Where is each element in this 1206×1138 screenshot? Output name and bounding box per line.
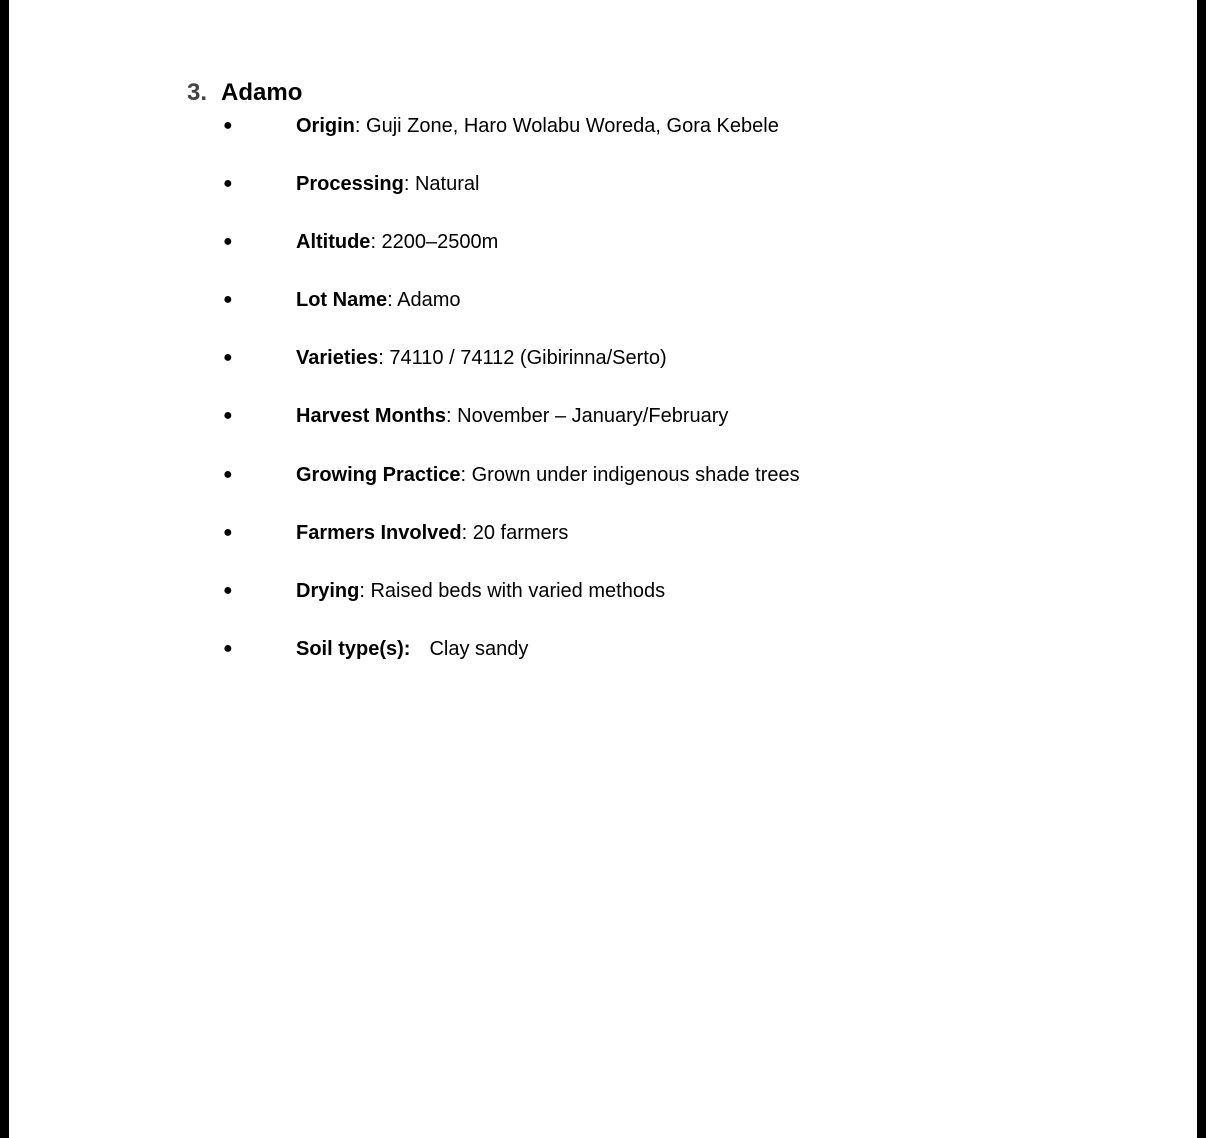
section-title: Adamo (221, 79, 303, 106)
item-label: Farmers Involved (296, 522, 462, 544)
item-label: Growing Practice (296, 464, 461, 486)
list-item-varieties (9, 343, 1109, 373)
list-item-soil-type (9, 634, 1109, 664)
bullet-icon: ● (223, 407, 233, 424)
item-value: 20 farmers (467, 522, 569, 544)
bullet-icon: ● (223, 524, 233, 541)
item-label: Harvest Months (296, 405, 447, 427)
item-label: Processing (296, 173, 404, 195)
bullet-icon: ● (223, 582, 233, 599)
list-item-origin (9, 111, 1109, 141)
bullet-icon: ● (223, 466, 233, 483)
list-item-growing-practice (9, 460, 1109, 490)
section-heading (187, 79, 302, 107)
document-page (9, 0, 1197, 1138)
item-label: Soil type(s): (296, 638, 411, 660)
bullet-icon: ● (223, 291, 233, 308)
item-separator: : (460, 464, 467, 486)
item-label: Altitude (296, 231, 371, 253)
bullet-icon: ● (223, 349, 233, 366)
item-value: Raised beds with varied methods (364, 580, 666, 602)
list-item-drying (9, 576, 1109, 606)
item-separator: : (354, 115, 361, 137)
bullet-icon: ● (223, 117, 233, 134)
list-item-processing (9, 169, 1109, 199)
list-item-altitude (9, 227, 1109, 257)
item-separator: : (461, 522, 468, 544)
item-value: Clay sandy (429, 638, 529, 660)
item-value: November – January/February (451, 405, 729, 427)
item-value: Natural (409, 173, 480, 195)
item-separator: : (403, 173, 410, 195)
list-item-lot-name (9, 285, 1109, 315)
item-label: Varieties (296, 347, 379, 369)
bullet-icon: ● (223, 640, 233, 657)
item-value: Grown under indigenous shade trees (466, 464, 800, 486)
list-item-farmers-involved (9, 518, 1109, 548)
item-separator: : (378, 347, 384, 369)
item-label: Drying (296, 580, 360, 602)
item-value: Adamo (392, 289, 461, 311)
item-label: Origin (296, 115, 355, 137)
bullet-icon: ● (223, 175, 233, 192)
bullet-icon: ● (223, 233, 233, 250)
item-value: Guji Zone, Haro Wolabu Woreda, Gora Kebele (360, 115, 779, 137)
item-separator: : (387, 289, 393, 311)
item-separator: : (359, 580, 365, 602)
item-separator: : (446, 405, 452, 427)
item-label: Lot Name (296, 289, 388, 311)
item-separator: : (370, 231, 376, 253)
list-item-harvest-months (9, 401, 1109, 431)
section-number: 3. (187, 79, 208, 106)
item-value: 2200–2500m (376, 231, 499, 253)
item-value: 74110 / 74112 (Gibirinna/Serto) (383, 347, 667, 369)
